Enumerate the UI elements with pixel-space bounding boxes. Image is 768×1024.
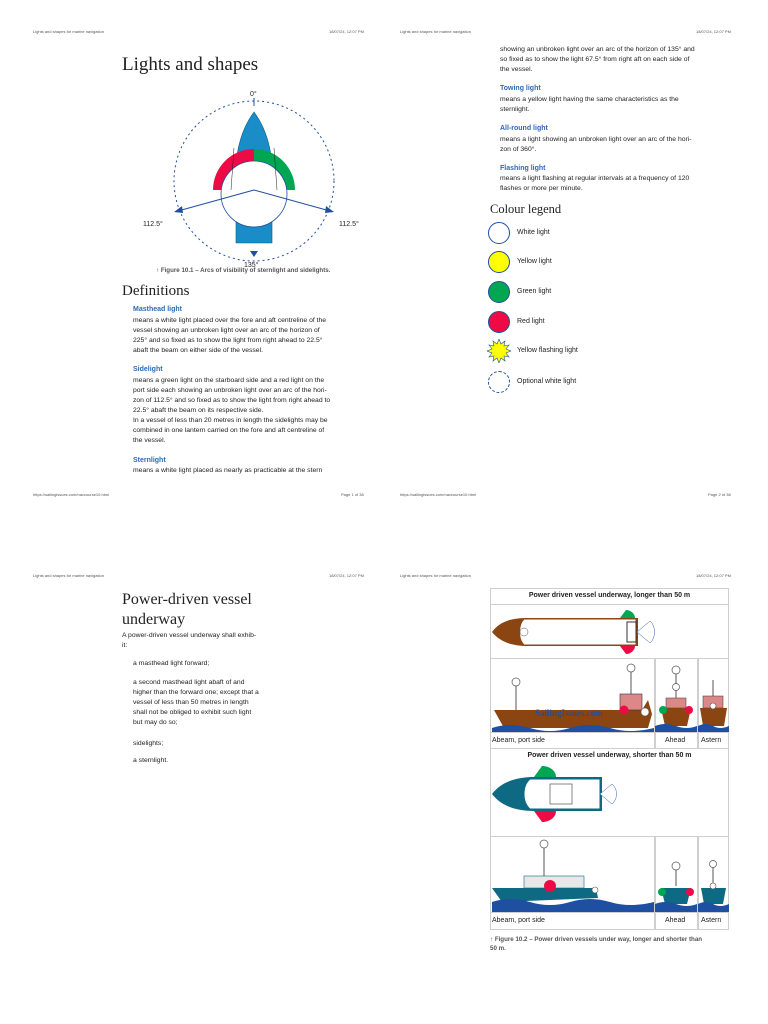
- table1-title: Power driven vessel underway, longer than 50 m: [528, 592, 691, 599]
- page-header-title: Lights and shapes for marine navigation: [33, 29, 104, 34]
- definitions-heading: Definitions: [122, 283, 190, 299]
- page-header-timestamp: 18/07/24, 12:07 PM: [696, 573, 731, 578]
- short-vessel-side-view: [490, 836, 654, 912]
- page-title: Lights and shapes: [122, 54, 259, 75]
- astern-label: Astern: [701, 737, 722, 744]
- definition-term-sternlight: Sternlight: [133, 457, 166, 464]
- angle-top-label: 0°: [250, 91, 257, 98]
- long-vessel-top-view: [490, 604, 729, 658]
- page-footer-number: Page 2 of 38: [708, 492, 731, 497]
- definition-term-all-round: All-round light: [500, 125, 548, 132]
- list-item: sidelights;: [133, 740, 164, 747]
- section-intro: A power-driven vessel underway shall exhib- it:: [122, 632, 257, 649]
- definition-text-sidelight: means a green light on the starboard side and a red light on the port side each showing an unbroken light over an arc of the hori- zon of 112.5° and so fixed as to show the light from right ahead to 22.5° abaft the beam on its respective side. In a vessel of less than 20 metres in length the sidelights may be combined in one lantern carried on the fore and aft centreline of the vessel.: [133, 377, 331, 444]
- ahead-label: Ahead: [665, 737, 686, 744]
- definition-text-masthead: means a white light placed over the fore and aft centreline of the vessel showing an unbroken light over an arc of the horizon of 225° and so fixed as to show the light from right ahead to 22.5° abaft the beam on either side of the vessel.: [133, 317, 327, 354]
- astern-label: Astern: [701, 917, 722, 924]
- definition-term-sidelight: Sidelight: [133, 366, 163, 373]
- table2-title: Power driven vessel underway, shorter than 50 m: [527, 752, 692, 759]
- list-item: a second masthead light abaft of and higher than the forward one; except that a vessel of less than 50 metres in length shall not be obliged to exhibit such light but may do so;: [133, 679, 259, 726]
- page-2: [384, 0, 768, 512]
- long-vessel-side-view: [490, 658, 654, 732]
- page-footer-url: https://sailingissues.com/navcourse10.html: [33, 492, 110, 497]
- sailingissues-watermark: SailingIssues.com: [535, 708, 603, 718]
- definition-text-sternlight: means a white light placed as nearly as practicable at the stern: [133, 467, 323, 474]
- page-footer-number: Page 1 of 38: [341, 492, 364, 497]
- legend-label: White light: [517, 229, 550, 236]
- legend-label: Optional white light: [517, 378, 577, 385]
- arcs-of-visibility-diagram: [130, 86, 380, 276]
- long-vessel-ahead-view: [655, 658, 697, 732]
- abeam-port-side-label: Abeam, port side: [492, 917, 545, 924]
- yellow-flashing-light-icon: [487, 339, 511, 363]
- list-item: a sternlight.: [133, 757, 169, 764]
- yellow-light-icon: [488, 251, 510, 273]
- definition-text-flashing: means a light flashing at regular intervals at a frequency of 120 flashes or more per minute.: [500, 175, 690, 192]
- figure-caption: ↑ Figure 10.1 – Arcs of visibility of sternlight and sidelights.: [156, 267, 331, 274]
- page-3: [0, 512, 384, 1024]
- legend-label: Green light: [517, 288, 552, 295]
- abeam-port-side-label: Abeam, port side: [492, 737, 545, 744]
- sternlight-continued-text: showing an unbroken light over an arc of the horizon of 135° and so fixed as to show the light 67.5° from right aft on each side of the vessel.: [500, 46, 695, 73]
- short-vessel-ahead-view: [655, 836, 697, 912]
- page-header-timestamp: 18/07/24, 12:07 PM: [329, 29, 364, 34]
- page-header-timestamp: 18/07/24, 12:07 PM: [329, 573, 364, 578]
- red-light-icon: [488, 311, 510, 333]
- figure-10-2-caption: ↑ Figure 10.2 – Power driven vessels under way, longer and shorter than 50 m.: [490, 936, 703, 952]
- angle-right-label: 112.5°: [339, 221, 359, 228]
- legend-label: Yellow light: [517, 258, 552, 265]
- page-1: [0, 0, 384, 512]
- ahead-label: Ahead: [665, 917, 686, 924]
- page-header-timestamp: 18/07/24, 12:07 PM: [696, 29, 731, 34]
- definition-term-towing: Towing light: [500, 85, 541, 92]
- definition-text-all-round: means a light showing an unbroken light over an arc of the hori- zon of 360°.: [500, 136, 692, 153]
- colour-legend-heading: Colour legend: [490, 202, 562, 216]
- optional-white-light-icon: [488, 371, 510, 393]
- page-header-title: Lights and shapes for marine navigation: [33, 573, 104, 578]
- definition-text-towing: means a yellow light having the same characteristics as the sternlight.: [500, 96, 679, 113]
- long-vessel-astern-view: [698, 658, 729, 732]
- list-item: a masthead light forward;: [133, 660, 210, 667]
- angle-bottom-label: 135°: [244, 262, 259, 269]
- legend-label: Red light: [517, 318, 545, 325]
- green-light-icon: [488, 281, 510, 303]
- page-header-title: Lights and shapes for marine navigation: [400, 29, 471, 34]
- angle-left-label: 112.5°: [143, 221, 163, 228]
- section-title: Power-driven vessel underway: [122, 591, 252, 628]
- white-light-icon: [488, 222, 510, 244]
- definition-term-flashing: Flashing light: [500, 165, 546, 172]
- page-header-title: Lights and shapes for marine navigation: [400, 573, 471, 578]
- short-vessel-astern-view: [698, 836, 729, 912]
- short-vessel-top-view: [490, 764, 729, 836]
- definition-term-masthead: Masthead light: [133, 306, 183, 313]
- page-footer-url: https://sailingissues.com/navcourse10.html: [400, 492, 477, 497]
- legend-label: Yellow flashing light: [517, 347, 578, 354]
